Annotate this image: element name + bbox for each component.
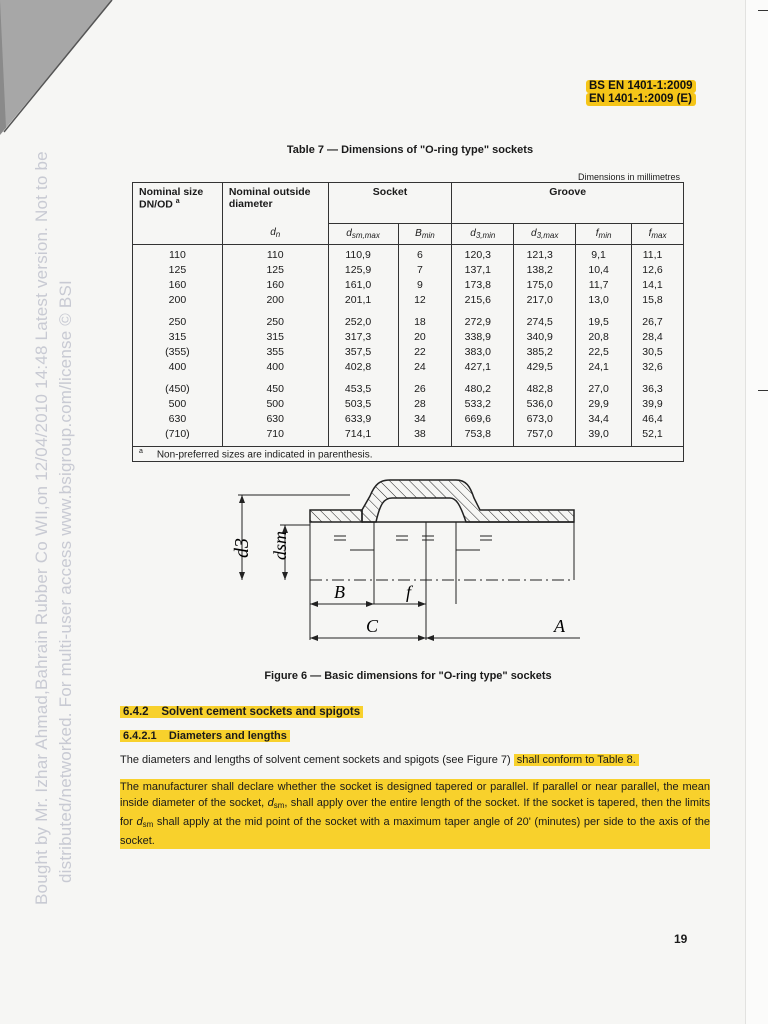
table-cell: 26,7 <box>632 316 684 331</box>
table-cell: 121,3 <box>514 244 576 264</box>
table-cell: 355 <box>222 346 328 361</box>
table-cell: 125,9 <box>328 264 398 279</box>
table-cell: 402,8 <box>328 361 398 376</box>
standard-ref-bs: BS EN 1401-1:2009 <box>586 80 696 93</box>
table-cell: 20,8 <box>576 331 632 346</box>
table-cell: 39,0 <box>576 428 632 447</box>
table-cell: 272,9 <box>452 316 514 331</box>
table-cell: 175,0 <box>514 279 576 294</box>
figure-6-diagram <box>230 470 590 650</box>
table-cell: 500 <box>133 398 223 413</box>
table-cell: 34 <box>398 413 452 428</box>
table-cell: 12,6 <box>632 264 684 279</box>
table-cell: 39,9 <box>632 398 684 413</box>
table-row <box>133 331 684 346</box>
table-cell: 110 <box>133 244 223 264</box>
table-cell: 450 <box>222 383 328 398</box>
table-cell: 38 <box>398 428 452 447</box>
table-cell: 482,8 <box>514 383 576 398</box>
table-cell: 215,6 <box>452 294 514 309</box>
table-cell: (355) <box>133 346 223 361</box>
section-6-4-2-heading: 6.4.2 Solvent cement sockets and spigots <box>120 706 363 718</box>
table-cell: 19,5 <box>576 316 632 331</box>
table-cell: 338,9 <box>452 331 514 346</box>
table-cell: 120,3 <box>452 244 514 264</box>
table-cell: 200 <box>222 294 328 309</box>
table-cell: 6 <box>398 244 452 264</box>
table-row <box>133 294 684 309</box>
table-cell: 714,1 <box>328 428 398 447</box>
table-cell: 480,2 <box>452 383 514 398</box>
table-cell: 110 <box>222 244 328 264</box>
table-cell: 29,9 <box>576 398 632 413</box>
table-7-title: Table 7 — Dimensions of "O-ring type" sockets <box>286 144 534 156</box>
table-cell: 12 <box>398 294 452 309</box>
header-nominal-size: Nominal size DN/OD $^a$ <box>133 183 223 224</box>
license-watermark <box>30 105 78 905</box>
table-7 <box>132 182 684 462</box>
table-row <box>133 398 684 413</box>
table-row <box>133 279 684 294</box>
table-row <box>133 264 684 279</box>
table-cell: 11,1 <box>632 244 684 264</box>
table-cell: 633,9 <box>328 413 398 428</box>
header-socket: Socket <box>328 183 452 224</box>
table-cell: 427,1 <box>452 361 514 376</box>
table-cell: 250 <box>222 316 328 331</box>
table-cell: 173,8 <box>452 279 514 294</box>
table-cell: 27,0 <box>576 383 632 398</box>
table-cell: 32,6 <box>632 361 684 376</box>
section-6-4-2-1-heading: 6.4.2.1 Diameters and lengths <box>120 730 290 742</box>
table-cell: 34,4 <box>576 413 632 428</box>
table-cell: 201,1 <box>328 294 398 309</box>
table-cell: 110,9 <box>328 244 398 264</box>
table-cell: 18 <box>398 316 452 331</box>
symbol-f-max: $f_{max}$ <box>632 223 684 244</box>
table-cell: 22 <box>398 346 452 361</box>
table-cell: 7 <box>398 264 452 279</box>
watermark-line-1: Bought by Mr. Izhar Ahmad,Bahrain Rubber Co WII,on 12/04/2010 14:48 Latest version. Not to be <box>32 151 51 905</box>
table-row <box>133 361 684 376</box>
table-cell: 200 <box>133 294 223 309</box>
table-cell: 753,8 <box>452 428 514 447</box>
table-cell: 710 <box>222 428 328 447</box>
paragraph-diameters: The diameters and lengths of solvent cement sockets and spigots (see Figure 7) shall conform to Table 8. <box>120 754 710 766</box>
table-row <box>133 383 684 398</box>
watermark-line-2: distributed/networked. For multi-user access www.bsigroup.com/license © BSI <box>56 280 75 883</box>
label-c: C <box>366 616 379 636</box>
table-cell: 36,3 <box>632 383 684 398</box>
symbol-dsm-max: $d_{sm,max}$ <box>328 223 398 244</box>
standard-reference <box>586 80 696 106</box>
table-cell: 669,6 <box>452 413 514 428</box>
table-row <box>133 316 684 331</box>
symbol-f-min: $f_{min}$ <box>576 223 632 244</box>
table-cell: 274,5 <box>514 316 576 331</box>
table-cell: 52,1 <box>632 428 684 447</box>
table-cell: 9,1 <box>576 244 632 264</box>
symbol-d3-min: $d_{3,min}$ <box>452 223 514 244</box>
standard-ref-en: EN 1401-1:2009 (E) <box>586 93 696 106</box>
symbol-dn: $d_n$ <box>222 223 328 244</box>
table-row <box>133 413 684 428</box>
table-cell: 383,0 <box>452 346 514 361</box>
label-b: B <box>334 582 345 602</box>
table-row <box>133 244 684 264</box>
table-cell: 46,4 <box>632 413 684 428</box>
table-cell: 161,0 <box>328 279 398 294</box>
table-row <box>133 346 684 361</box>
page-number: 19 <box>674 932 688 946</box>
label-a: A <box>554 616 565 636</box>
label-d3: d3 <box>231 538 253 558</box>
table-cell: 317,3 <box>328 331 398 346</box>
table-cell: 13,0 <box>576 294 632 309</box>
table-cell: 340,9 <box>514 331 576 346</box>
table-cell: (710) <box>133 428 223 447</box>
table-footnote: $^a$ Non-preferred sizes are indicated in parenthesis. <box>133 446 684 461</box>
table-cell: 125 <box>133 264 223 279</box>
table-cell: 20 <box>398 331 452 346</box>
header-groove: Groove <box>452 183 684 224</box>
table-cell: 385,2 <box>514 346 576 361</box>
table-cell: 10,4 <box>576 264 632 279</box>
table-cell: 22,5 <box>576 346 632 361</box>
table-cell: 357,5 <box>328 346 398 361</box>
label-f: f <box>406 582 412 602</box>
table-cell: 138,2 <box>514 264 576 279</box>
table-cell: 24,1 <box>576 361 632 376</box>
table-group-gap <box>133 376 684 383</box>
table-cell: 30,5 <box>632 346 684 361</box>
table-cell: 26 <box>398 383 452 398</box>
table-cell: 453,5 <box>328 383 398 398</box>
table-cell: 250 <box>133 316 223 331</box>
table-cell: (450) <box>133 383 223 398</box>
table-cell: 630 <box>222 413 328 428</box>
table-cell: 315 <box>222 331 328 346</box>
table-cell: 24 <box>398 361 452 376</box>
table-cell: 9 <box>398 279 452 294</box>
table-cell: 125 <box>222 264 328 279</box>
table-cell: 400 <box>133 361 223 376</box>
table-cell: 536,0 <box>514 398 576 413</box>
table-cell: 429,5 <box>514 361 576 376</box>
table-cell: 315 <box>133 331 223 346</box>
table-7-body <box>133 244 684 446</box>
label-dsm: dsm <box>270 530 290 560</box>
table-cell: 28,4 <box>632 331 684 346</box>
figure-6-caption: Figure 6 — Basic dimensions for "O-ring type" sockets <box>264 670 552 682</box>
table-cell: 400 <box>222 361 328 376</box>
table-row <box>133 428 684 447</box>
table-cell: 757,0 <box>514 428 576 447</box>
table-cell: 503,5 <box>328 398 398 413</box>
table-cell: 630 <box>133 413 223 428</box>
table-cell: 15,8 <box>632 294 684 309</box>
table-cell: 11,7 <box>576 279 632 294</box>
table-cell: 137,1 <box>452 264 514 279</box>
table-cell: 217,0 <box>514 294 576 309</box>
table-cell: 160 <box>222 279 328 294</box>
header-nominal-outside-diameter: Nominal outside diameter <box>222 183 328 224</box>
paragraph-taper: The manufacturer shall declare whether the socket is designed tapered or parallel. If parallel or near parallel, the mean inside diameter of the socket, $d_{sm}$, shall apply over the entire length of the socket. If the socket is tapered, then the limits for $d_{sm}$ shall apply at the mid point of the socket with a maximum taper angle of 20' (minutes) per side to the axis of the socket. <box>120 781 710 847</box>
table-cell: 252,0 <box>328 316 398 331</box>
table-cell: 14,1 <box>632 279 684 294</box>
table-cell: 28 <box>398 398 452 413</box>
dimensions-note: Dimensions in millimetres <box>577 172 680 182</box>
table-cell: 673,0 <box>514 413 576 428</box>
symbol-b-min: $B_{min}$ <box>398 223 452 244</box>
table-cell: 500 <box>222 398 328 413</box>
table-group-gap <box>133 309 684 316</box>
table-cell: 160 <box>133 279 223 294</box>
symbol-d3-max: $d_{3,max}$ <box>514 223 576 244</box>
table-cell: 533,2 <box>452 398 514 413</box>
